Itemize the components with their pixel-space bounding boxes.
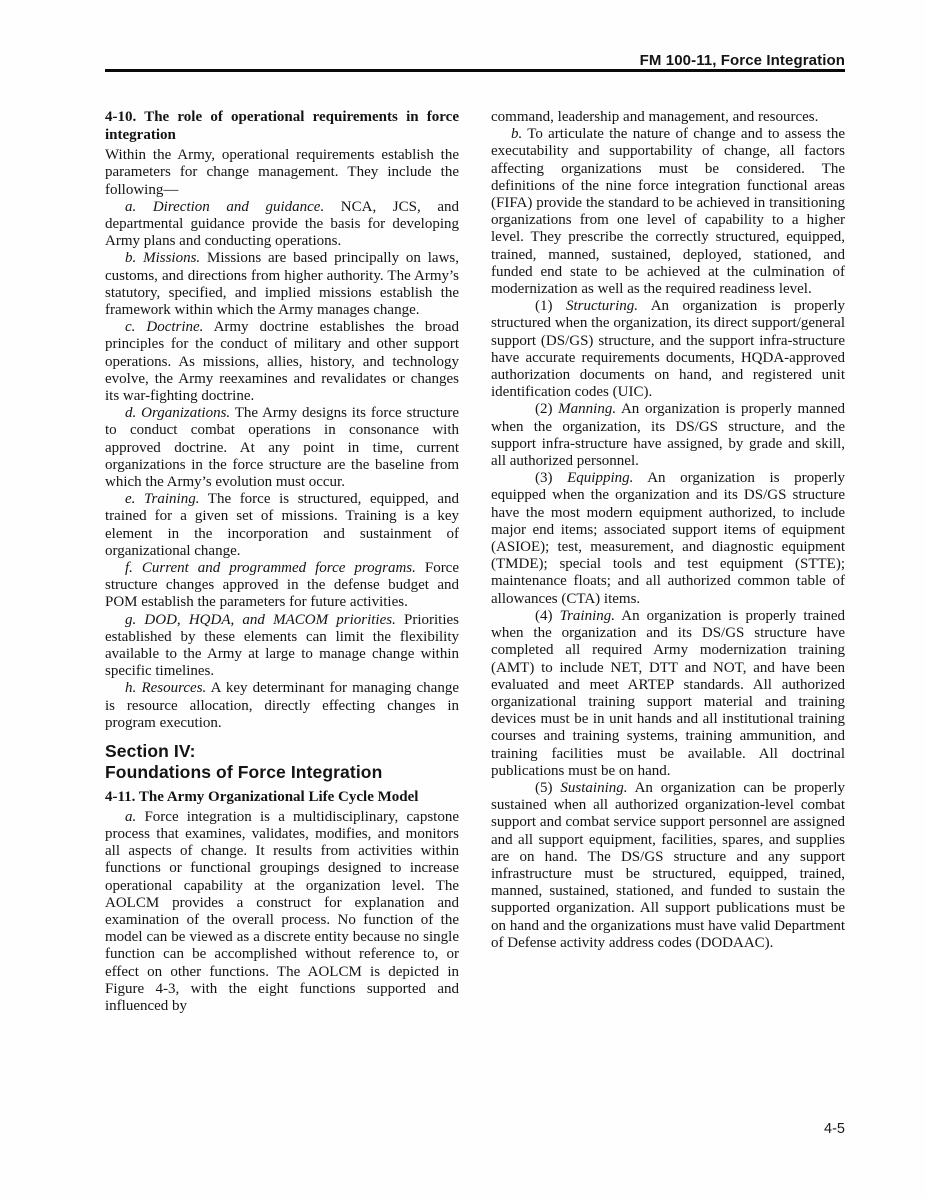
numbered-paragraph-3 <box>491 470 845 608</box>
heading-4-11: 4-11. The Army Organizational Life Cycle Model <box>105 789 419 806</box>
paragraph-number: (1) <box>535 298 566 315</box>
paragraph-lead: d. Organizations. <box>125 405 231 422</box>
paragraph-e <box>105 491 459 560</box>
paragraph-text: The force is structured, equipped, and trained for a given set of missions. Training is a key element in the incorporation and sustainment of organizational change. <box>105 491 459 559</box>
paragraph-b <box>105 250 459 319</box>
paragraph-text: An organization is properly equipped when the organization and its DS/GS structure have the most modern equipment authorized, to include major end items; associated support items of equipment (ASIOE); test, measurement, and diagnostic equipment (TMDE); special tools and test equipment (STTE); maintenance floats; and all authorized common table of allowances (CTA) items. <box>491 470 845 607</box>
paragraph-number: (5) <box>535 779 561 796</box>
paragraph-text: Army doctrine establishes the broad principles for the conduct of military and other support operations. As missions, allies, history, and technology evolve, the Army reexamines and revalidates or changes its war-fighting doctrine. <box>105 319 459 405</box>
paragraph-lead: e. Training. <box>125 491 200 508</box>
paragraph-number: (3) <box>535 470 568 487</box>
paragraph-lead: b. Missions. <box>125 250 201 267</box>
paragraph-continuation <box>491 109 845 126</box>
paragraph-c <box>105 319 459 405</box>
paragraph-number: (2) <box>535 401 559 418</box>
paragraph-lead: a. <box>125 808 137 825</box>
paragraph-a <box>105 199 459 251</box>
right-column <box>491 109 845 1015</box>
paragraph-4-11-a <box>105 809 459 1015</box>
paragraph-term: Manning. <box>558 401 617 418</box>
paragraph-term: Structuring. <box>565 298 639 315</box>
section-iv-heading <box>105 741 459 782</box>
paragraph-text: Priorities established by these elements can limit the flexibility available to the Army at large to manage change within specific timelines. <box>105 611 459 680</box>
numbered-paragraph-5 <box>491 780 845 952</box>
paragraph-term: Sustaining. <box>560 779 628 796</box>
left-column <box>105 109 459 1015</box>
paragraph-text: Within the Army, operational requirements establish the parameters for change management. They include the following— <box>105 147 459 198</box>
running-header-title: FM 100-11, Force Integration <box>639 52 845 69</box>
paragraph-text: To articulate the nature of change and to assess the executability and supportability of change, all factors affecting organizations must be considered. The definitions of the nine force integration functional areas (FIFA) provide the standard to be achieved in transitioning organizations from one level of capability to a higher level. They prescribe the correctly structured, equipped, trained, manned, sustained, deployed, stationed, and funded end state to be achieved at the culmination of modernization as well as the required readiness level. <box>491 126 845 298</box>
paragraph-text: An organization can be properly sustained when all authorized organization-level combat support and combat service support personnel are assigned and all support equipment, facilities, spares, and supplies are on hand. The DS/GS structure and any support infrastructure must be structured, equipped, trained, manned, sustained, stationed, and funded to sustain the supported organization. All support publications must be on hand and the organizations must have valid Department of Defense activity address codes (DODAAC). <box>491 779 845 951</box>
paragraph-text: An organization is properly manned when the organization, its DS/GS structure, and the support infra-structure have assigned, by grade and skill, all authorized personnel. <box>491 401 845 470</box>
page-number: 4-5 <box>824 1121 845 1137</box>
paragraph-term: Training. <box>559 607 615 624</box>
paragraph-text: The Army designs its force structure to conduct combat operations in consonance with approved doctrine. At any point in time, current organizations in the force structure are the baseline from which the Army’s evolution must occur. <box>105 405 459 491</box>
paragraph-g <box>105 612 459 681</box>
two-column-layout <box>105 109 845 1015</box>
section-heading-line1: Section IV: <box>105 741 196 762</box>
header-rule <box>105 69 845 72</box>
paragraph-text: NCA, JCS, and departmental guidance provide the basis for developing Army plans and conducting operations. <box>105 198 459 250</box>
paragraph-text: command, leadership and management, and resources. <box>491 109 819 125</box>
heading-4-10: 4-10. The role of operational requirements in force integration <box>105 109 459 143</box>
numbered-paragraph-4 <box>491 608 845 780</box>
paragraph-intro <box>105 147 459 199</box>
paragraph-text: A key determinant for managing change is resource allocation, directly effecting changes in program execution. <box>105 680 459 731</box>
paragraph-4-11-b <box>491 126 845 298</box>
paragraph-number: (4) <box>535 607 560 624</box>
paragraph-text: Force structure changes approved in the defense budget and POM establish the parameters for future activities. <box>105 560 459 611</box>
paragraph-h <box>105 680 459 732</box>
numbered-paragraph-1 <box>491 298 845 401</box>
paragraph-lead: h. Resources. <box>125 680 207 697</box>
paragraph-text: Missions are based principally on laws, customs, and directions from higher authority. The Army’s statutory, specified, and implied missions establish the framework within which the Army manages change. <box>105 250 460 319</box>
paragraph-text: An organization is properly structured when the organization, its direct support/general support (DS/GS) structure, and the support infra-structure have accurate requirements documents, HQDA-approved authorization documents on hand, and registered unit identification codes (UIC). <box>491 298 845 401</box>
section-heading-line2: Foundations of Force Integration <box>105 761 383 782</box>
paragraph-text: Force integration is a multidisciplinary, capstone process that examines, validates, modifies, and monitors all aspects of change. It results from activities within functions or functional groupings designed to increase operational capability at the organization level. The AOLCM provides a construct for explanation and examination of the overall process. No function of the model can be viewed as a discrete entity because no single function can be accomplished without reference to, or effect on other functions. The AOLCM is depicted in Figure 4-3, with the eight functions supported and influenced by <box>105 808 459 1014</box>
paragraph-lead: f. Current and programmed force programs. <box>125 560 416 577</box>
paragraph-term: Equipping. <box>567 470 634 487</box>
paragraph-d <box>105 405 459 491</box>
paragraph-text: An organization is properly trained when the organization and its DS/GS structure have completed all required Army modernization training (AMT) to include NET, DTT and NOT, and have been evaluated and meet ARTEP standards. All authorized organizational training support material and training devices must be in unit hands and all institutional training courses and training systems, training ammunition, and training facilities must be available. All doctrinal publications must be on hand. <box>491 607 845 779</box>
paragraph-f <box>105 560 459 612</box>
paragraph-lead: g. DOD, HQDA, and MACOM priorities. <box>125 611 396 628</box>
paragraph-lead: b. <box>511 126 523 143</box>
paragraph-lead: a. Direction and guidance. <box>125 198 325 215</box>
numbered-paragraph-2 <box>491 401 845 470</box>
paragraph-lead: c. Doctrine. <box>125 319 204 336</box>
